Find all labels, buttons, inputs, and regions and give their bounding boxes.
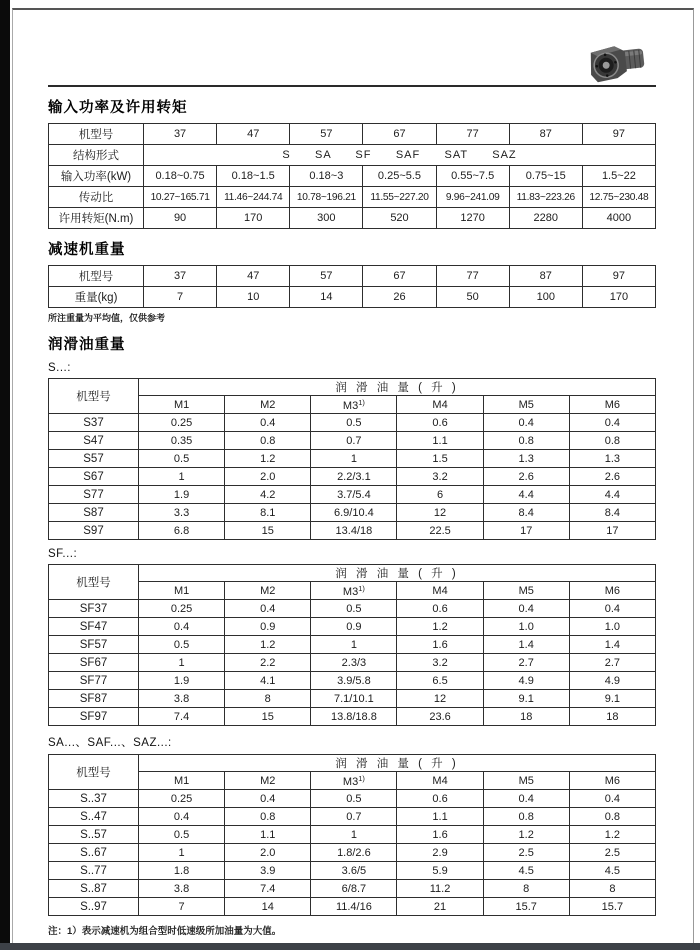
value-cell: 26 bbox=[363, 287, 436, 308]
value-cell: 8 bbox=[225, 690, 311, 708]
value-cell: 0.25~5.5 bbox=[363, 166, 436, 187]
value-cell: 23.6 bbox=[397, 708, 483, 726]
row-label: 许用转矩(N.m) bbox=[49, 208, 144, 229]
value-cell: 6 bbox=[397, 486, 483, 504]
group-header: 润 滑 油 量 ( 升 ) bbox=[139, 755, 656, 772]
value-cell: 0.4 bbox=[139, 808, 225, 826]
value-cell: 0.4 bbox=[569, 790, 655, 808]
value-cell: 3.8 bbox=[139, 690, 225, 708]
value-cell: 0.4 bbox=[225, 414, 311, 432]
value-cell: 10.78~196.21 bbox=[290, 187, 363, 208]
row-label: 输入功率(kW) bbox=[49, 166, 144, 187]
model-cell: S77 bbox=[49, 486, 139, 504]
value-cell: 7.4 bbox=[139, 708, 225, 726]
value-cell: 8 bbox=[569, 880, 655, 898]
row-label: 重量(kg) bbox=[49, 287, 144, 308]
row-label: 传动比 bbox=[49, 187, 144, 208]
value-cell: 2.0 bbox=[225, 844, 311, 862]
model-cell: SF77 bbox=[49, 672, 139, 690]
value-cell: 14 bbox=[290, 287, 363, 308]
table-header-row bbox=[49, 565, 656, 582]
model-cell: SF87 bbox=[49, 690, 139, 708]
value-cell: 0.5 bbox=[139, 450, 225, 468]
lube-table-label-s: S...: bbox=[48, 362, 71, 374]
value-cell: 4.4 bbox=[569, 486, 655, 504]
value-cell: 1.1 bbox=[225, 826, 311, 844]
value-cell: 170 bbox=[582, 287, 655, 308]
value-cell: 2.7 bbox=[483, 654, 569, 672]
value-cell: 13.8/18.8 bbox=[311, 708, 397, 726]
value-cell: 0.18~3 bbox=[290, 166, 363, 187]
group-header: 润 滑 油 量 ( 升 ) bbox=[139, 379, 656, 396]
value-cell: 2.5 bbox=[569, 844, 655, 862]
model-cell: 67 bbox=[363, 124, 436, 145]
value-cell: 3.9/5.8 bbox=[311, 672, 397, 690]
table-row bbox=[49, 618, 656, 636]
value-cell: 170 bbox=[217, 208, 290, 229]
value-cell: 1.9 bbox=[139, 672, 225, 690]
value-cell: 8.4 bbox=[483, 504, 569, 522]
table-row bbox=[49, 166, 656, 187]
value-cell: 1 bbox=[311, 826, 397, 844]
model-cell: S47 bbox=[49, 432, 139, 450]
model-cell: S87 bbox=[49, 504, 139, 522]
value-cell: 2.6 bbox=[569, 468, 655, 486]
value-cell: 11.46~244.74 bbox=[217, 187, 290, 208]
left-black-bar bbox=[0, 0, 10, 950]
value-cell: 0.9 bbox=[311, 618, 397, 636]
value-cell: 3.7/5.4 bbox=[311, 486, 397, 504]
value-cell: 1.2 bbox=[225, 636, 311, 654]
value-cell: 0.8 bbox=[483, 808, 569, 826]
col-header: M3$^{1)}$ bbox=[311, 582, 397, 600]
value-cell: 5.9 bbox=[397, 862, 483, 880]
value-cell: 13.4/18 bbox=[311, 522, 397, 540]
value-cell: 7 bbox=[144, 287, 217, 308]
value-cell: 9.1 bbox=[569, 690, 655, 708]
lube-table-s bbox=[48, 378, 656, 540]
value-cell: 0.8 bbox=[569, 432, 655, 450]
section-title-weight: 减速机重量 bbox=[48, 242, 126, 258]
value-cell: 0.5 bbox=[311, 790, 397, 808]
value-cell: 7 bbox=[139, 898, 225, 916]
model-cell: 77 bbox=[436, 124, 509, 145]
value-cell: 0.25 bbox=[139, 600, 225, 618]
col-header: M2 bbox=[225, 772, 311, 790]
table-row bbox=[49, 266, 656, 287]
model-cell: S..47 bbox=[49, 808, 139, 826]
value-cell: 17 bbox=[569, 522, 655, 540]
value-cell: 14 bbox=[225, 898, 311, 916]
table-row bbox=[49, 486, 656, 504]
model-cell: SF97 bbox=[49, 708, 139, 726]
value-cell: 0.4 bbox=[225, 790, 311, 808]
value-cell: 8 bbox=[483, 880, 569, 898]
col-header: M4 bbox=[397, 396, 483, 414]
table-header-row bbox=[49, 582, 656, 600]
col-header: M5 bbox=[483, 396, 569, 414]
value-cell: 1.0 bbox=[483, 618, 569, 636]
value-cell: 1.6 bbox=[397, 826, 483, 844]
model-cell: S97 bbox=[49, 522, 139, 540]
row-label: 机型号 bbox=[49, 124, 144, 145]
value-cell: 0.8 bbox=[225, 432, 311, 450]
table-row bbox=[49, 414, 656, 432]
value-cell: 0.5 bbox=[311, 600, 397, 618]
value-cell: 2.2 bbox=[225, 654, 311, 672]
col-header: M4 bbox=[397, 772, 483, 790]
value-cell: 0.4 bbox=[569, 600, 655, 618]
value-cell: 7.1/10.1 bbox=[311, 690, 397, 708]
col-header: M5 bbox=[483, 772, 569, 790]
value-cell: 1.5~22 bbox=[582, 166, 655, 187]
value-cell: 0.4 bbox=[483, 790, 569, 808]
value-cell: 0.25 bbox=[139, 414, 225, 432]
page-content bbox=[48, 0, 656, 937]
table-header-row bbox=[49, 755, 656, 772]
value-cell: 15 bbox=[225, 522, 311, 540]
value-cell: 300 bbox=[290, 208, 363, 229]
value-cell: 0.6 bbox=[397, 600, 483, 618]
table-row bbox=[49, 600, 656, 618]
value-cell: 0.6 bbox=[397, 790, 483, 808]
col-header: M1 bbox=[139, 396, 225, 414]
col-header: M5 bbox=[483, 582, 569, 600]
value-cell: 0.8 bbox=[483, 432, 569, 450]
model-cell: 37 bbox=[144, 124, 217, 145]
table-row bbox=[49, 208, 656, 229]
value-cell: 1270 bbox=[436, 208, 509, 229]
value-cell: 0.5 bbox=[311, 414, 397, 432]
value-cell: 2.7 bbox=[569, 654, 655, 672]
value-cell: 1.2 bbox=[483, 826, 569, 844]
value-cell: 4.2 bbox=[225, 486, 311, 504]
value-cell: 0.5 bbox=[139, 636, 225, 654]
table-row bbox=[49, 826, 656, 844]
value-cell: 0.35 bbox=[139, 432, 225, 450]
value-cell: 2.5 bbox=[483, 844, 569, 862]
value-cell: 2.3/3 bbox=[311, 654, 397, 672]
table-row bbox=[49, 145, 656, 166]
value-cell: 1.3 bbox=[483, 450, 569, 468]
value-cell: 17 bbox=[483, 522, 569, 540]
table-row bbox=[49, 862, 656, 880]
model-cell: S..87 bbox=[49, 880, 139, 898]
col-header: M2 bbox=[225, 582, 311, 600]
value-cell: 8.1 bbox=[225, 504, 311, 522]
value-cell: 8.4 bbox=[569, 504, 655, 522]
value-cell: 1.6 bbox=[397, 636, 483, 654]
value-cell: 3.6/5 bbox=[311, 862, 397, 880]
value-cell: 3.9 bbox=[225, 862, 311, 880]
table-row bbox=[49, 844, 656, 862]
model-cell: S..37 bbox=[49, 790, 139, 808]
value-cell: 0.18~1.5 bbox=[217, 166, 290, 187]
header-rule bbox=[48, 85, 656, 87]
value-cell: 4.5 bbox=[483, 862, 569, 880]
value-cell: 1.8/2.6 bbox=[311, 844, 397, 862]
value-cell: 0.8 bbox=[569, 808, 655, 826]
value-cell: 0.4 bbox=[139, 618, 225, 636]
value-cell: 1.2 bbox=[569, 826, 655, 844]
value-cell: 100 bbox=[509, 287, 582, 308]
value-cell: 4000 bbox=[582, 208, 655, 229]
table-header-row bbox=[49, 396, 656, 414]
value-cell: 12.75~230.48 bbox=[582, 187, 655, 208]
value-cell: 0.9 bbox=[225, 618, 311, 636]
col-header: M2 bbox=[225, 396, 311, 414]
value-cell: 3.2 bbox=[397, 468, 483, 486]
row-label: 机型号 bbox=[49, 266, 144, 287]
model-cell: SF57 bbox=[49, 636, 139, 654]
value-cell: 11.4/16 bbox=[311, 898, 397, 916]
lube-table-label-sf: SF...: bbox=[48, 548, 78, 560]
value-cell: 1 bbox=[311, 636, 397, 654]
value-cell: 1 bbox=[311, 450, 397, 468]
weight-note: 所注重量为平均值，仅供参考 bbox=[48, 313, 166, 323]
col-header: M6 bbox=[569, 582, 655, 600]
value-cell: 4.9 bbox=[569, 672, 655, 690]
table-row bbox=[49, 187, 656, 208]
value-cell: 2.2/3.1 bbox=[311, 468, 397, 486]
section-title-lube: 润滑油重量 bbox=[48, 337, 126, 353]
value-cell: 2.0 bbox=[225, 468, 311, 486]
value-cell: 0.5 bbox=[139, 826, 225, 844]
footnote-marker: 1) bbox=[358, 397, 365, 407]
value-cell: 21 bbox=[397, 898, 483, 916]
value-cell: 520 bbox=[363, 208, 436, 229]
bottom-edge-bar bbox=[0, 943, 700, 950]
model-cell: S57 bbox=[49, 450, 139, 468]
lube-table-sa-saf-saz bbox=[48, 754, 656, 916]
value-cell: 0.25 bbox=[139, 790, 225, 808]
model-cell: S67 bbox=[49, 468, 139, 486]
table-row bbox=[49, 654, 656, 672]
value-cell: 1.3 bbox=[569, 450, 655, 468]
value-cell: 1.2 bbox=[225, 450, 311, 468]
value-cell: 4.9 bbox=[483, 672, 569, 690]
value-cell: 7.4 bbox=[225, 880, 311, 898]
table-header-row bbox=[49, 379, 656, 396]
value-cell: 10.27~165.71 bbox=[144, 187, 217, 208]
value-cell: 12 bbox=[397, 504, 483, 522]
value-cell: 18 bbox=[569, 708, 655, 726]
col-header: M6 bbox=[569, 772, 655, 790]
value-cell: 4.5 bbox=[569, 862, 655, 880]
value-cell: 0.8 bbox=[225, 808, 311, 826]
value-cell: 15.7 bbox=[569, 898, 655, 916]
col-header: M4 bbox=[397, 582, 483, 600]
model-cell: 67 bbox=[363, 266, 436, 287]
value-cell: 1.8 bbox=[139, 862, 225, 880]
weight-table bbox=[48, 265, 656, 308]
col-header: M6 bbox=[569, 396, 655, 414]
model-cell: S..67 bbox=[49, 844, 139, 862]
table-row bbox=[49, 504, 656, 522]
model-cell: S..97 bbox=[49, 898, 139, 916]
structure-forms-cell: S SA SF SAF SAT SAZ bbox=[144, 145, 656, 166]
value-cell: 90 bbox=[144, 208, 217, 229]
value-cell: 1 bbox=[139, 844, 225, 862]
col-header: M1 bbox=[139, 772, 225, 790]
row-label: 结构形式 bbox=[49, 145, 144, 166]
value-cell: 0.4 bbox=[483, 600, 569, 618]
table-row bbox=[49, 708, 656, 726]
value-cell: 1.1 bbox=[397, 432, 483, 450]
value-cell: 15.7 bbox=[483, 898, 569, 916]
col-header: M1 bbox=[139, 582, 225, 600]
value-cell: 1.5 bbox=[397, 450, 483, 468]
value-cell: 6.8 bbox=[139, 522, 225, 540]
value-cell: 6/8.7 bbox=[311, 880, 397, 898]
model-cell: S37 bbox=[49, 414, 139, 432]
model-cell: S..57 bbox=[49, 826, 139, 844]
value-cell: 0.6 bbox=[397, 414, 483, 432]
power-torque-table bbox=[48, 123, 656, 229]
value-cell: 22.5 bbox=[397, 522, 483, 540]
footnote-marker: 1) bbox=[358, 773, 365, 783]
value-cell: 0.18~0.75 bbox=[144, 166, 217, 187]
value-cell: 0.4 bbox=[225, 600, 311, 618]
model-cell: 97 bbox=[582, 266, 655, 287]
value-cell: 1.4 bbox=[483, 636, 569, 654]
table-row bbox=[49, 432, 656, 450]
model-cell: 37 bbox=[144, 266, 217, 287]
table-row bbox=[49, 898, 656, 916]
footnote-marker: 1) bbox=[358, 583, 365, 593]
value-cell: 6.9/10.4 bbox=[311, 504, 397, 522]
value-cell: 0.4 bbox=[483, 414, 569, 432]
value-cell: 1.2 bbox=[397, 618, 483, 636]
value-cell: 1.4 bbox=[569, 636, 655, 654]
table-row bbox=[49, 880, 656, 898]
group-header: 润 滑 油 量 ( 升 ) bbox=[139, 565, 656, 582]
value-cell: 0.7 bbox=[311, 432, 397, 450]
value-cell: 3.8 bbox=[139, 880, 225, 898]
value-cell: 0.75~15 bbox=[509, 166, 582, 187]
value-cell: 9.96~241.09 bbox=[436, 187, 509, 208]
col-header: M3$^{1)}$ bbox=[311, 772, 397, 790]
model-cell: SF37 bbox=[49, 600, 139, 618]
value-cell: 9.1 bbox=[483, 690, 569, 708]
value-cell: 2.6 bbox=[483, 468, 569, 486]
table-header-row bbox=[49, 772, 656, 790]
value-cell: 11.83~223.26 bbox=[509, 187, 582, 208]
value-cell: 4.4 bbox=[483, 486, 569, 504]
table-row bbox=[49, 672, 656, 690]
value-cell: 15 bbox=[225, 708, 311, 726]
model-col-header: 机型号 bbox=[49, 565, 139, 600]
value-cell: 1.9 bbox=[139, 486, 225, 504]
table-row bbox=[49, 287, 656, 308]
value-cell: 12 bbox=[397, 690, 483, 708]
value-cell: 1 bbox=[139, 468, 225, 486]
section-title-power: 输入功率及许用转矩 bbox=[48, 100, 188, 116]
value-cell: 11.55~227.20 bbox=[363, 187, 436, 208]
model-col-header: 机型号 bbox=[49, 379, 139, 414]
lube-table-sf bbox=[48, 564, 656, 726]
value-cell: 2280 bbox=[509, 208, 582, 229]
value-cell: 50 bbox=[436, 287, 509, 308]
value-cell: 2.9 bbox=[397, 844, 483, 862]
value-cell: 6.5 bbox=[397, 672, 483, 690]
value-cell: 1.0 bbox=[569, 618, 655, 636]
value-cell: 11.2 bbox=[397, 880, 483, 898]
model-cell: 87 bbox=[509, 266, 582, 287]
table-row bbox=[49, 522, 656, 540]
table-row bbox=[49, 636, 656, 654]
model-cell: 57 bbox=[290, 124, 363, 145]
model-cell: 87 bbox=[509, 124, 582, 145]
table-row bbox=[49, 468, 656, 486]
model-cell: 97 bbox=[582, 124, 655, 145]
value-cell: 4.1 bbox=[225, 672, 311, 690]
value-cell: 0.7 bbox=[311, 808, 397, 826]
model-cell: 47 bbox=[217, 124, 290, 145]
col-header: M3$^{1)}$ bbox=[311, 396, 397, 414]
model-col-header: 机型号 bbox=[49, 755, 139, 790]
table-row bbox=[49, 790, 656, 808]
model-cell: SF47 bbox=[49, 618, 139, 636]
table-row bbox=[49, 690, 656, 708]
model-cell: S..77 bbox=[49, 862, 139, 880]
lube-table-label-sa: SA...、SAF...、SAZ...: bbox=[48, 737, 172, 749]
model-cell: 57 bbox=[290, 266, 363, 287]
value-cell: 3.3 bbox=[139, 504, 225, 522]
value-cell: 0.4 bbox=[569, 414, 655, 432]
value-cell: 1 bbox=[139, 654, 225, 672]
value-cell: 18 bbox=[483, 708, 569, 726]
value-cell: 3.2 bbox=[397, 654, 483, 672]
model-cell: SF67 bbox=[49, 654, 139, 672]
table-row bbox=[49, 450, 656, 468]
table-row bbox=[49, 124, 656, 145]
value-cell: 10 bbox=[217, 287, 290, 308]
model-cell: 47 bbox=[217, 266, 290, 287]
table-row bbox=[49, 808, 656, 826]
value-cell: 1.1 bbox=[397, 808, 483, 826]
page-footnote: 注：1）表示减速机为组合型时低速级所加油量为大值。 bbox=[48, 926, 282, 937]
value-cell: 0.55~7.5 bbox=[436, 166, 509, 187]
model-cell: 77 bbox=[436, 266, 509, 287]
